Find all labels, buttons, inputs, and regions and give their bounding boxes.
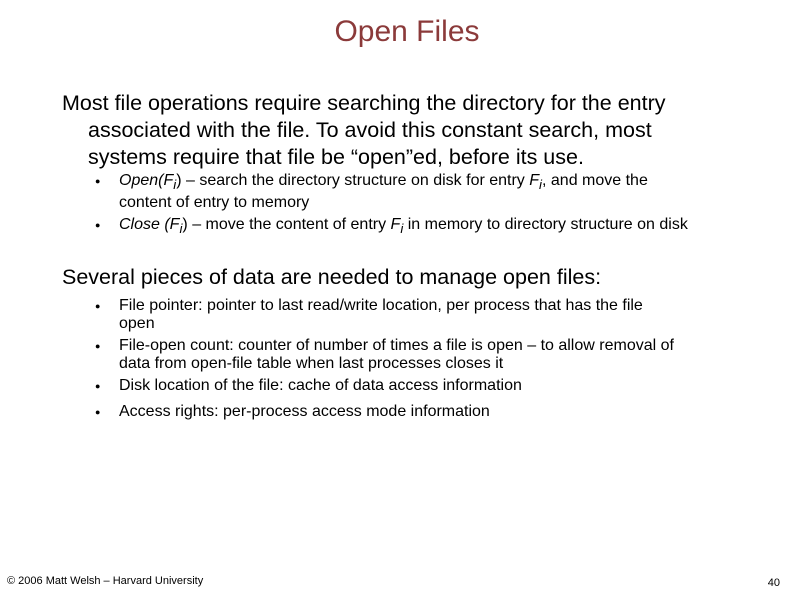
open-entry-name: F [529, 172, 540, 189]
bullet-icon: ● [95, 220, 101, 231]
section-2-heading: Several pieces of data are needed to manage open files: [62, 265, 602, 289]
close-function-subscript: i [179, 221, 183, 237]
bullet-line-1: Access rights: per-process access mode information [119, 403, 490, 420]
intro-line-2: associated with the file. To avoid this constant search, most [88, 118, 652, 142]
close-entry-name: F [390, 216, 401, 234]
file-open-count-bullet [95, 337, 775, 373]
open-description-line-2: content of entry to memory [119, 194, 310, 212]
bullet-icon: ● [95, 301, 101, 311]
intro-paragraph [62, 90, 762, 171]
bullet-line-1: File pointer: pointer to last read/write location, per process that has the file [119, 297, 643, 314]
bullet-icon: ● [95, 176, 101, 186]
access-rights-bullet [95, 403, 775, 421]
close-description: – move the content of entry [187, 216, 391, 234]
close-description-end: in memory to directory structure on disk [403, 216, 688, 234]
page-number: 40 [767, 577, 780, 589]
open-bullet [95, 172, 775, 212]
open-function-subscript: i [173, 177, 177, 193]
footer-copyright: © 2006 Matt Welsh – Harvard University [7, 575, 204, 587]
bullet-icon: ● [95, 407, 101, 417]
bullet-line-1: Disk location of the file: cache of data access information [119, 377, 522, 394]
bullet-line-2: open [119, 315, 155, 332]
disk-location-bullet [95, 377, 775, 395]
open-close-paren: ) [176, 172, 182, 189]
bullet-icon: ● [95, 341, 101, 351]
file-pointer-bullet [95, 297, 775, 333]
close-close-paren: ) [182, 216, 188, 234]
bullet-line-1: File-open count: counter of number of times a file is open – to allow removal of [119, 337, 674, 354]
open-close-list [95, 172, 775, 238]
slide-title: Open Files [334, 15, 480, 48]
bullet-icon: ● [95, 381, 101, 391]
open-function-name: Open(F [119, 172, 174, 189]
bullet-line-2: data from open-file table when last processes closes it [119, 355, 504, 372]
open-description: – search the directory structure on disk for entry [181, 172, 530, 189]
close-bullet [95, 216, 775, 238]
data-bullet-list [95, 297, 775, 421]
close-function-name: Close (F [119, 216, 180, 234]
close-entry-subscript: i [400, 221, 404, 237]
intro-line-1: Most file operations require searching the directory for the entry [62, 91, 666, 115]
open-entry-subscript: i [539, 177, 542, 193]
intro-line-3: systems require that file be “open”ed, before its use. [88, 145, 584, 169]
open-description-end: , and move the [542, 172, 648, 189]
